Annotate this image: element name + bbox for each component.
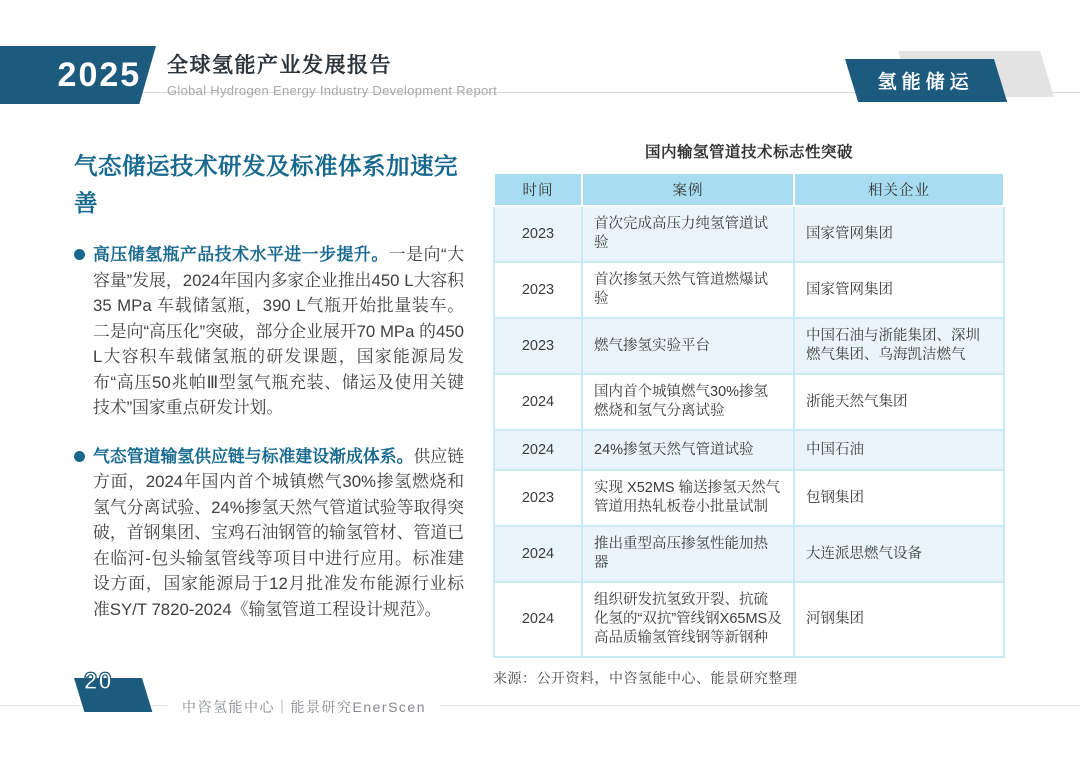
source-note: 来源：公开资料，中咨氢能中心、能景研究整理	[493, 670, 798, 686]
report-title-cn: 全球氢能产业发展报告	[167, 54, 392, 77]
table-header-row	[494, 173, 1004, 206]
cell-case: 推出重型高压掺氢性能加热器	[582, 526, 794, 582]
table-row	[494, 430, 1004, 470]
report-title-en: Global Hydrogen Energy Industry Development Report	[167, 83, 498, 98]
bullet-lead: 高压储氢瓶产品技术水平进一步提升。	[93, 245, 389, 264]
cell-case: 24%掺氢天然气管道试验	[582, 430, 794, 470]
cell-company: 国家管网集团	[794, 262, 1004, 318]
cell-time: 2024	[494, 374, 582, 430]
table-row	[494, 374, 1004, 430]
cell-time: 2023	[494, 318, 582, 374]
cell-time: 2024	[494, 582, 582, 657]
report-title-block	[167, 49, 497, 98]
cell-case: 首次掺氢天然气管道燃爆试验	[582, 262, 794, 318]
table-row	[494, 526, 1004, 582]
year-badge	[0, 46, 156, 104]
cell-case: 首次完成高压力纯氢管道试验	[582, 206, 794, 262]
cell-company: 中国石油与浙能集团、深圳燃气集团、乌海凯洁燃气	[794, 318, 1004, 374]
section-badge	[845, 59, 1007, 102]
cell-case: 组织研发抗氢致开裂、抗硫化氢的“双抗”管线钢X65MS及高品质输氢管线钢等新钢种	[582, 582, 794, 657]
cell-case: 实现 X52MS 输送掺氢天然气管道用热轧板卷小批量试制	[582, 470, 794, 526]
table-row	[494, 318, 1004, 374]
table-title: 国内输氢管道技术标志性突破	[644, 144, 853, 161]
cell-time: 2023	[494, 206, 582, 262]
table-row	[494, 582, 1004, 657]
bullet-item	[74, 444, 464, 623]
bullet-dot-icon	[74, 249, 85, 260]
table-row	[494, 262, 1004, 318]
column-header-time: 时间	[494, 173, 582, 206]
article-heading: 气态储运技术研发及标准体系加速完善	[74, 153, 458, 216]
cell-company: 浙能天然气集团	[794, 374, 1004, 430]
footer-text: 中咨氢能中心｜能景研究EnerScen	[168, 697, 440, 717]
cell-company: 国家管网集团	[794, 206, 1004, 262]
bullet-lead: 气态管道输氢供应链与标准建设渐成体系。	[93, 446, 414, 466]
cell-case: 国内首个城镇燃气30%掺氢燃烧和氢气分离试验	[582, 374, 794, 430]
column-header-case: 案例	[582, 173, 794, 206]
table-row	[494, 206, 1004, 262]
cell-time: 2023	[494, 470, 582, 526]
footer-divider	[0, 705, 1080, 706]
table-row	[494, 470, 1004, 526]
cell-company: 中国石油	[794, 430, 1004, 470]
article-column	[74, 148, 464, 645]
bullet-item	[74, 242, 464, 421]
cell-company: 大连派思燃气设备	[794, 526, 1004, 582]
cell-time: 2023	[494, 262, 582, 318]
bullet-text: 供应链方面，2024年国内首个城镇燃气30%掺氢燃烧和氢气分离试验、24%掺氢天然气管道试验等取得突破，首钢集团、宝鸡石油钢管的输氢管材、管道已在临河-包头输氢管线等项目中进行应用。标准建设方面，国家能源局于12月批准发布能源行业标准SY/T 7820-2024《输氢管道工程设计规范》。	[93, 446, 464, 619]
bullet-text: 一是向“大容量”发展，2024年国内多家企业推出450 L大容积35 MPa 车载储氢瓶，390 L气瓶开始批量装车。二是向“高压化”突破，部分企业展开70 MPa 的450 L大容积车载储氢瓶的研发课题，国家能源局发布“高压50兆帕Ⅲ型氢气瓶充装、储运及使用关键技术”国家重点研发计划。	[93, 245, 464, 417]
cell-company: 包钢集团	[794, 470, 1004, 526]
cell-company: 河钢集团	[794, 582, 1004, 657]
bullet-dot-icon	[74, 451, 85, 462]
table-panel	[493, 140, 1005, 688]
cell-time: 2024	[494, 430, 582, 470]
page-number: 20	[84, 668, 113, 695]
cell-case: 燃气掺氢实验平台	[582, 318, 794, 374]
column-header-company: 相关企业	[794, 173, 1004, 206]
section-badge-label: 氢能储运	[878, 72, 975, 93]
breakthroughs-table	[493, 172, 1005, 658]
year-label: 2025	[57, 55, 142, 94]
cell-time: 2024	[494, 526, 582, 582]
